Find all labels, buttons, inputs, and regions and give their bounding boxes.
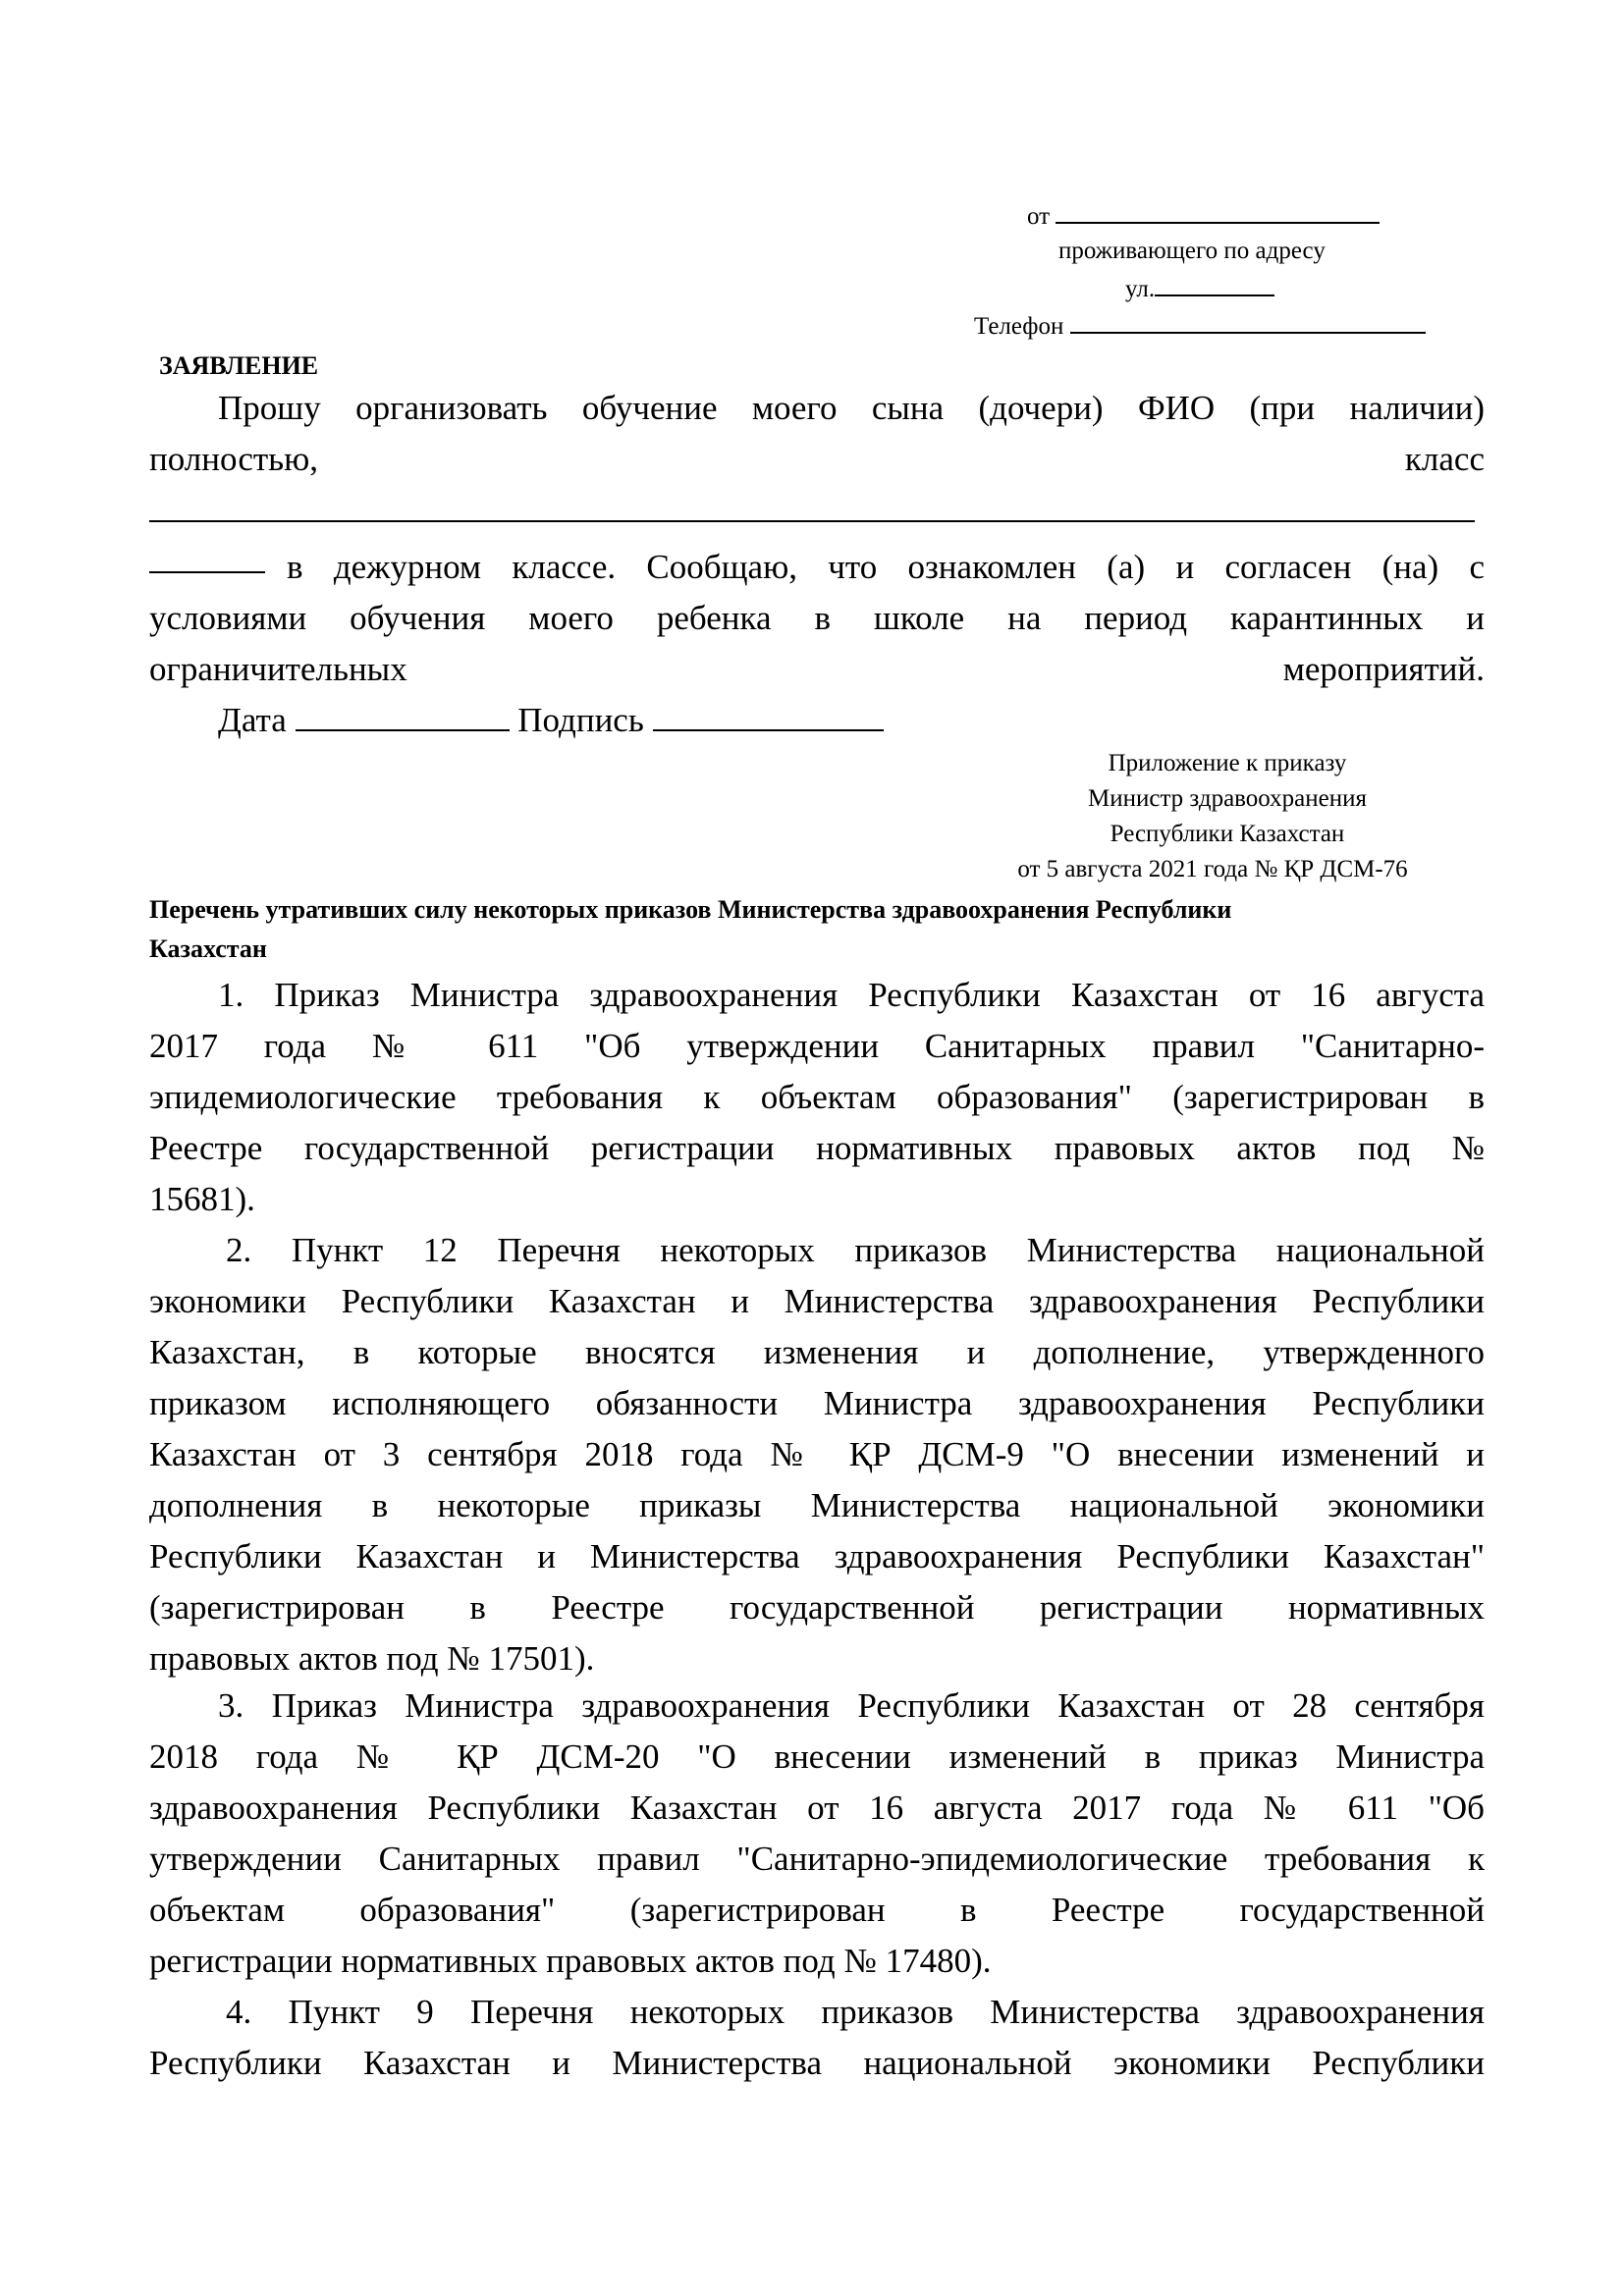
measures-label: мероприятий. (1282, 650, 1485, 688)
list-item-line: Казахстан от 3 сентября 2018 года № ҚР ДСМ-9 "О внесении изменений и (149, 1435, 1485, 1473)
street-blank-field[interactable] (1155, 275, 1274, 296)
list-item-line: 4. Пункт 9 Перечня некоторых приказов Министерства здравоохранения (226, 1993, 1485, 2031)
list-item-2 (149, 1225, 1485, 1684)
full-name-label: полностью, (149, 440, 319, 478)
phone-blank-field[interactable] (1070, 312, 1426, 334)
appendix-line: Республики Казахстан (1110, 821, 1345, 847)
list-item-4 (149, 1987, 1485, 2089)
list-item-1 (149, 970, 1485, 1225)
list-item-line: приказом исполняющего обязанности Министра здравоохранения Республики (149, 1384, 1485, 1422)
appendix-line: от 5 августа 2021 года № ҚР ДСМ-76 (1017, 856, 1408, 882)
phone-label: Телефон (974, 313, 1064, 340)
from-line (1027, 202, 1380, 229)
application-line: Прошу организовать обучение моего сына (дочери) ФИО (при наличии) (218, 389, 1485, 427)
list-item-line: (зарегистрирован в Реестре государственной регистрации нормативных (149, 1588, 1485, 1627)
date-blank-field[interactable] (296, 700, 510, 731)
list-item-line: 2017 года № 611 "Об утверждении Санитарных правил "Санитарно- (149, 1027, 1485, 1065)
list-item-line: 2. Пункт 12 Перечня некоторых приказов Министерства национальной (226, 1231, 1485, 1269)
list-item-line: Республики Казахстан и Министерства национальной экономики Республики (149, 2044, 1485, 2082)
list-item-line: правовых актов под № 17501). (149, 1639, 595, 1678)
application-line (149, 542, 1485, 593)
residence-label: проживающего по адресу (1058, 238, 1326, 264)
signature-blank-field[interactable] (653, 700, 884, 731)
application-line (149, 434, 1485, 485)
duty-class-text: в дежурном классе. Сообщаю, что ознакомлен (а) и согласен (на) с (287, 548, 1485, 586)
list-item-line: Казахстан, в которые вносятся изменения и дополнение, утвержденного (149, 1333, 1485, 1371)
list-item-line: 3. Приказ Министра здравоохранения Республики Казахстан от 28 сентября (218, 1686, 1485, 1725)
list-item-line: объектам образования" (зарегистрирован в Реестре государственной (149, 1891, 1485, 1929)
list-item-line: 1. Приказ Министра здравоохранения Республики Казахстан от 16 августа (218, 976, 1485, 1014)
list-title (149, 890, 1524, 969)
application-line: условиями обучения моего ребенка в школе на период карантинных и (149, 599, 1485, 637)
list-item-line: здравоохранения Республики Казахстан от 16 августа 2017 года № 611 "Об (149, 1789, 1485, 1827)
class-blank-field[interactable] (149, 542, 265, 573)
name-blank-field[interactable] (149, 520, 1475, 522)
signature-label: Подпись (517, 701, 644, 739)
date-label: Дата (218, 701, 287, 739)
phone-line (974, 312, 1426, 339)
application-title: ЗАЯВЛЕНИЕ (159, 351, 319, 380)
from-blank-field[interactable] (1056, 202, 1380, 224)
list-item-3 (149, 1681, 1485, 1987)
application-line (149, 644, 1485, 695)
list-item-line: Реестре государственной регистрации нормативных правовых актов под № (149, 1129, 1485, 1167)
list-item-line: экономики Республики Казахстан и Министерства здравоохранения Республики (149, 1282, 1485, 1320)
list-item-line: 2018 года № ҚР ДСМ-20 "О внесении изменений в приказ Министра (149, 1737, 1485, 1776)
street-line (1125, 275, 1274, 301)
application-body-cont (149, 542, 1485, 746)
appendix-reference (982, 746, 1473, 887)
street-label: ул. (1125, 276, 1156, 302)
restrictive-label: ограничительных (149, 650, 407, 688)
appendix-line: Министр здравоохранения (1087, 785, 1368, 812)
list-item-line: регистрации нормативных правовых актов под № 17480). (149, 1942, 992, 1980)
list-item-line: 15681). (149, 1180, 255, 1218)
list-item-line: Республики Казахстан и Министерства здравоохранения Республики Казахстан" (149, 1537, 1485, 1575)
list-title-line: Перечень утративших силу некоторых приказов Министерства здравоохранения Республики (149, 895, 1232, 924)
list-item-line: дополнения в некоторые приказы Министерства национальной экономики (149, 1486, 1485, 1524)
from-label: от (1027, 203, 1051, 230)
list-title-line: Казахстан (149, 934, 267, 963)
appendix-line: Приложение к приказу (1108, 750, 1347, 776)
application-body (149, 383, 1485, 485)
class-label: класс (1404, 440, 1485, 478)
date-signature-line (149, 695, 1485, 746)
list-item-line: эпидемиологические требования к объектам образования" (зарегистрирован в (149, 1078, 1485, 1116)
list-item-line: утверждении Санитарных правил "Санитарно-эпидемиологические требования к (149, 1840, 1485, 1878)
